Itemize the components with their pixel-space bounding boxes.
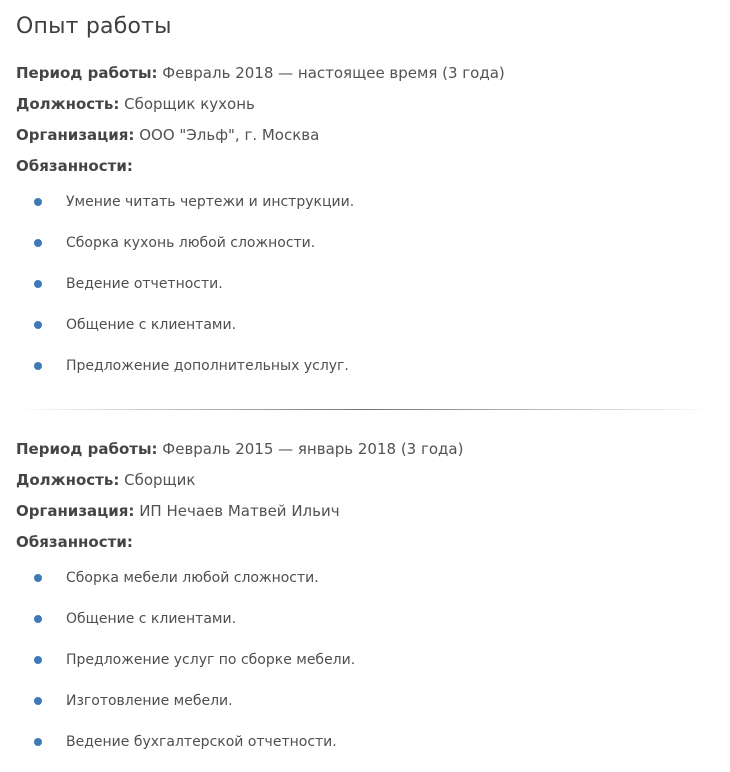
duties-list <box>16 566 714 771</box>
bullet-icon <box>34 198 42 206</box>
position-label: Должность: <box>16 95 120 113</box>
period-value: Февраль 2018 — настоящее время (3 года) <box>162 64 505 82</box>
list-item <box>16 648 714 689</box>
bullet-icon <box>34 697 42 705</box>
bullet-icon <box>34 738 42 746</box>
bullet-icon <box>34 615 42 623</box>
bullet-icon <box>34 239 42 247</box>
duties-label: Обязанности: <box>16 533 133 551</box>
bullet-icon <box>34 574 42 582</box>
organization-value: ООО "Эльф", г. Москва <box>139 126 320 144</box>
bullet-icon <box>34 321 42 329</box>
duty-text: Сборка мебели любой сложности. <box>66 570 319 586</box>
duty-text: Общение с клиентами. <box>66 611 237 627</box>
duty-text: Предложение дополнительных услуг. <box>66 358 349 374</box>
list-item <box>16 190 714 231</box>
period-value: Февраль 2015 — январь 2018 (3 года) <box>162 440 464 458</box>
list-item <box>16 272 714 313</box>
duty-text: Предложение услуг по сборке мебели. <box>66 652 356 668</box>
list-item <box>16 354 714 395</box>
organization-label: Организация: <box>16 502 135 520</box>
section-divider <box>16 409 714 410</box>
list-item <box>16 730 714 771</box>
period-label: Период работы: <box>16 64 158 82</box>
job-entry-2 <box>16 434 714 771</box>
list-item <box>16 566 714 607</box>
job-organization-row <box>16 496 714 527</box>
duty-text: Сборка кухонь любой сложности. <box>66 235 316 251</box>
bullet-icon <box>34 656 42 664</box>
section-title: Опыт работы <box>16 14 172 39</box>
organization-value: ИП Нечаев Матвей Ильич <box>139 502 340 520</box>
bullet-icon <box>34 362 42 370</box>
position-value: Сборщик <box>124 471 196 489</box>
organization-label: Организация: <box>16 126 135 144</box>
job-position-row <box>16 89 714 120</box>
job-period-row <box>16 58 714 89</box>
duty-text: Общение с клиентами. <box>66 317 237 333</box>
duty-text: Умение читать чертежи и инструкции. <box>66 194 355 210</box>
list-item <box>16 313 714 354</box>
position-label: Должность: <box>16 471 120 489</box>
job-position-row <box>16 465 714 496</box>
list-item <box>16 231 714 272</box>
job-duties-row <box>16 527 714 558</box>
job-duties-row <box>16 151 714 182</box>
job-period-row <box>16 434 714 465</box>
list-item <box>16 607 714 648</box>
job-organization-row <box>16 120 714 151</box>
duty-text: Ведение бухгалтерской отчетности. <box>66 734 337 750</box>
duty-text: Ведение отчетности. <box>66 276 223 292</box>
duties-label: Обязанности: <box>16 157 133 175</box>
period-label: Период работы: <box>16 440 158 458</box>
duties-list <box>16 190 714 395</box>
position-value: Сборщик кухонь <box>124 95 255 113</box>
duty-text: Изготовление мебели. <box>66 693 233 709</box>
bullet-icon <box>34 280 42 288</box>
job-entry-1 <box>16 58 714 395</box>
list-item <box>16 689 714 730</box>
